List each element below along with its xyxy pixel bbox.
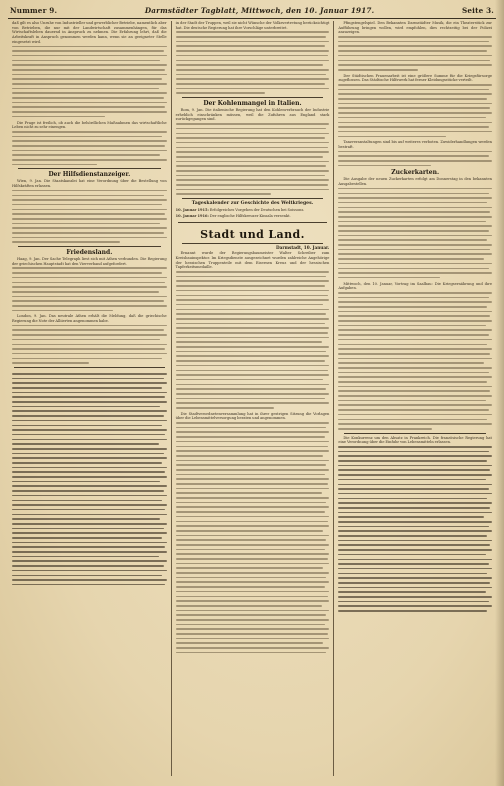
text-block <box>176 271 330 409</box>
column-2 <box>171 21 334 776</box>
article-paragraph: Ernannt wurde der Regierungsbaumeister Walter Schreiber zum Kreisbauinspektor. Im Kriegsdienste ausgezeichnet wurden zahlreiche Angehörige der hessischen Truppenteile mit dem Eisernen Kreuz und der hessischen Tapferkeitsmedaille. <box>175 251 330 270</box>
masthead <box>8 6 496 19</box>
calendar-date: 10. Januar 1915: <box>175 208 209 213</box>
calendar-date: 10. Januar 1916: <box>175 213 209 218</box>
article-paragraph: Pfingstengelspiel. Den Bekannten Darmstädter Musik, die ein Theaterstück zur Aufführung bringen wollen, wird empfohlen, dies rechtzeitig bei der Polizei anzuzeigen. <box>338 21 492 35</box>
section-title: Stadt und Land. <box>200 227 305 241</box>
section-heading: Zuckerkarten. <box>391 169 440 177</box>
article-paragraph: Mittwoch, den 10. Januar, Vortrag im Saalbau: Die Kriegsernährung und ihre Aufgaben. <box>338 281 492 291</box>
text-block <box>12 325 167 364</box>
text-block <box>12 46 167 118</box>
column-3 <box>333 21 496 776</box>
text-block <box>338 36 492 70</box>
text-block <box>12 190 167 243</box>
column-1 <box>8 21 171 776</box>
columns <box>8 21 496 776</box>
newspaper-title: Darmstädter Tagblatt, Mittwoch, den 10. Januar 1917. <box>144 6 375 15</box>
section-heading: Friedensland. <box>66 249 113 257</box>
article-paragraph: Haag, 9. Jan. Der Sache Telegraph liest sich mit Athen verbunden. Die Regierung der griechischen Hauptstadt hat den Vierverband aufgefordert. <box>12 257 167 266</box>
text-block <box>12 267 167 311</box>
article-paragraph: Die Ausgabe der neuen Zuckerkarten erfolgt am Donnerstag in den bekannten Ausgabestellen. <box>338 177 492 187</box>
text-block <box>338 188 492 279</box>
text-block <box>176 31 330 94</box>
dateline: Darmstadt, 10. Januar. <box>276 244 330 250</box>
text-block <box>338 151 492 167</box>
article-paragraph: Der Städtischen Frauenarbeit ist eine größere Summe für die Kriegsfürsorge zugeflossen. Das Städtische Hilfswerk hat ferner Kleidungsstücke verteilt. <box>338 73 492 83</box>
page-number: Seite 3. <box>461 6 494 15</box>
article-paragraph: Die Stadtverordnetenversammlung hat in ihrer gestrigen Sitzung die Vorlagen über die Lebensmittelversorgung beraten und angenommen. <box>175 411 330 421</box>
text-block <box>176 422 330 653</box>
text-block <box>12 373 167 586</box>
article-paragraph: Wien, 9. Jan. Die Staatskanzlei hat eine Verordnung über die Bestellung von Hilfskräften erlassen. <box>12 179 167 189</box>
text-block <box>176 123 330 195</box>
text-block <box>338 84 492 137</box>
article-paragraph: Tanzveranstaltungen sind bis auf weiteres verboten. Zuwiderhandlungen werden bestraft. <box>338 140 492 149</box>
article-paragraph: in der Stadt der Truppen, weil sie nicht Wünsche der Volksvertretung berücksichtigt hat. Die deutsche Regierung hat ihre Vorschläge unterbreitet. <box>175 21 330 30</box>
article-paragraph: London, 9. Jan. Das neutrale Athen erhält die Meldung, daß die griechische Regierung die Note der Alliierten angenommen habe. <box>12 314 167 324</box>
calendar-text: Erfolgreiches Vorgehen der Deutschen bei Soissons. <box>209 208 305 213</box>
page-edge-shadow <box>495 0 504 786</box>
text-block <box>338 446 492 612</box>
article-paragraph: daß gilt es also Unruhe von Industrieller und gewerblicher Betriebe, namentlich aber von Betrieben, die nur mit der Landwirtschaft zusammenhängen, für das Wirtschaftsleben dauernd in Anspruch zu nehmen. Die Erfahrung lehrt, daß die Arbeitskraft in Anspruch genommen werden kann, wenn sie an geeigneter Stelle eingesetzt wird. <box>12 21 167 44</box>
article-paragraph: Die Konkurrenz um den Absatz in Frankreich. Die französische Regierung hat eine Verordnung über die Einfuhr von Lebensmitteln erlassen. <box>338 435 492 445</box>
calendar-entry <box>176 214 330 219</box>
section-heading: Der Kohlenmangel in Italien. <box>203 100 302 108</box>
article-paragraph: Rom, 9. Jan. Die italienische Regierung hat den Kohlenverbrauch der Industrie erheblich einschränken müssen, weil die Zufuhren aus England stark zurückgegangen sind. <box>175 108 330 122</box>
calendar-text: Der englische Hilfskreuzer Kinsala versenkt. <box>209 213 291 218</box>
article-paragraph: Die Frage ist freilich, ob auch die behördlichen Maßnahmen das wirtschaftliche Leben nicht zu sehr einengen. <box>12 120 167 130</box>
issue-number: Nummer 9. <box>10 6 58 15</box>
calendar-heading: Tageskalender zur Geschichte des Weltkrieges. <box>191 201 314 207</box>
calendar-entry <box>176 208 330 213</box>
text-block <box>12 131 167 165</box>
text-block <box>338 292 492 430</box>
section-heading: Der Hilfsdienstanzeiger. <box>48 171 131 179</box>
